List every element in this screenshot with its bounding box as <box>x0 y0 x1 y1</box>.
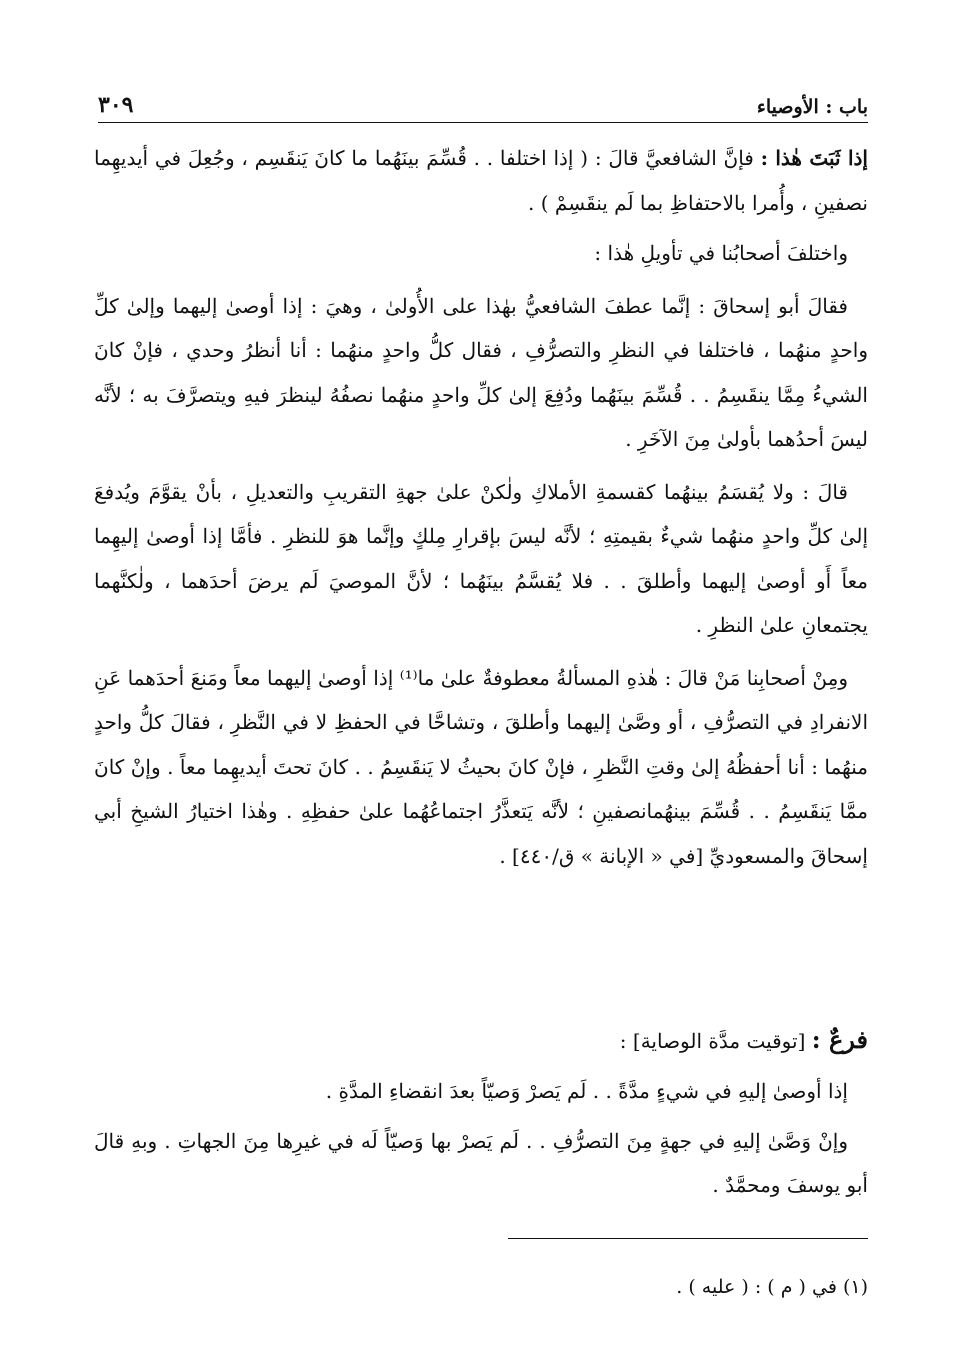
paragraph-4-text: قالَ : ولا يُقسَمُ بينهُما كقسمةِ الأملاكِ ولٰكنْ علىٰ جهةِ التقريبِ والتعديلِ ، بأنْ يقوَّمَ ويُدفعَ إلىٰ كلِّ واحدٍ منهُما شيءٌ بقيمتِهِ ؛ لأنَّه ليسَ بإقرارِ مِلكٍ وإنَّما هوَ للنظرِ . فأمَّا إذا أوصىٰ إليهِما معاً أَو أوصىٰ إليهما وأطلقَ . . فلا يُقسَّمُ بينَهُما ؛ لأنَّ الموصيَ لَم يرضَ أحدَهما ، ولٰكنَّهما يجتمعانِ علىٰ النظرِ . <box>94 479 869 637</box>
paragraph-5 <box>94 656 868 879</box>
paragraph-1 <box>94 136 868 225</box>
branch-paragraph-2: وإنْ وَصَّىٰ إليهِ في جهةٍ مِنَ التصرُّفِ . . لَم يَصرْ بها وَصيّاً لَه في غيرِها مِنَ الجهاتِ . وبهِ قالَ أبو يوسفَ ومحمَّدٌ . <box>94 1129 868 1197</box>
paragraph-1-lead: إذا ثَبَتَ هٰذا : <box>760 146 868 170</box>
chapter-title: باب : الأوصياء <box>756 96 868 118</box>
footnote-divider <box>508 1238 868 1239</box>
footnote-text: (١) في ( م ) : ( عليه ) . <box>676 1276 868 1298</box>
branch-paragraph-1: إذا أوصىٰ إليهِ في شيءٍ مدَّةً . . لَم يَصرْ وَصيّاً بعدَ انقضاءِ المدَّةِ . <box>325 1079 848 1103</box>
paragraph-5-text: ومِنْ أصحابِنا مَنْ قالَ : هٰذهِ المسألةُ معطوفةٌ علىٰ ما⁽¹⁾ إذا أوصىٰ إليهما معاً ومَنعَ أحدَهما عَنِ الانفرادِ في التصرُّفِ ، أو وصَّىٰ إليهما وأطلقَ ، وتشاحَّا في الحفظِ لا في النَّظرِ ، فقالَ كلُّ واحدٍ منهُما : أنا أحفظُهُ إلىٰ وقتِ النَّظرِ ، فإنْ كانَ بحيثُ لا يَنقَسِمُ . . كانَ تحتَ أيديهِما معاً . وإنْ كانَ ممَّا يَنقَسِمُ . . قُسِّمَ بينهُمانصفينِ ؛ لأنَّه يَتعذَّرُ اجتماعُهُما علىٰ حفظِهِ . وهٰذا اختيارُ الشيخِ أبي إسحاقَ والمسعوديِّ [في « الإبانة » ق/٤٤٠] . <box>94 665 868 868</box>
branch-label: فرعٌ : <box>811 1025 868 1054</box>
branch-heading: [توقيت مدَّة الوصاية] : <box>619 1029 806 1053</box>
paragraph-4 <box>94 470 868 648</box>
paragraph-3 <box>94 284 868 462</box>
paragraph-2 <box>94 231 868 276</box>
footnote <box>98 1272 868 1302</box>
paragraph-3-text: فقالَ أبو إسحاقَ : إنَّما عطفَ الشافعيُّ بهٰذا على الأُولىٰ ، وهيَ : إذا أوصىٰ إليهما وإلىٰ كلِّ واحدٍ منهُما ، فاختلفا في النظرِ والتصرُّفِ ، فقال كلُّ واحدٍ منهُما : أنا أنظرُ وحدي ، فإنْ كانَ الشيءُ مِمَّا ينقَسِمُ . . قُسِّمَ بينَهُما ودُفِعَ إلىٰ كلِّ واحدٍ منهُما نصفُهُ لينظرَ فيهِ ويتصرَّفَ به ؛ لأنَّه ليسَ أحدُهما بأولىٰ مِنَ الآخَرِ . <box>94 293 868 451</box>
paragraph-1-text: فإنَّ الشافعيَّ قالَ : ( إذا اختلفا . . قُسِّمَ بينَهُما ما كانَ يَنقَسِم ، وجُعِلَ في أيديهِما نصفينِ ، وأُمرا بالاحتفاظِ بما لَم ينقَسِمْ ) . <box>94 146 868 215</box>
paragraph-2-text: واختلفَ أصحابُنا في تأويلِ هٰذا : <box>594 241 848 265</box>
page-header <box>98 78 868 123</box>
main-text <box>94 136 868 886</box>
branch-heading-line <box>94 1018 868 1063</box>
page-number: ٣٠٩ <box>98 92 134 118</box>
branch-section <box>94 1018 868 1213</box>
